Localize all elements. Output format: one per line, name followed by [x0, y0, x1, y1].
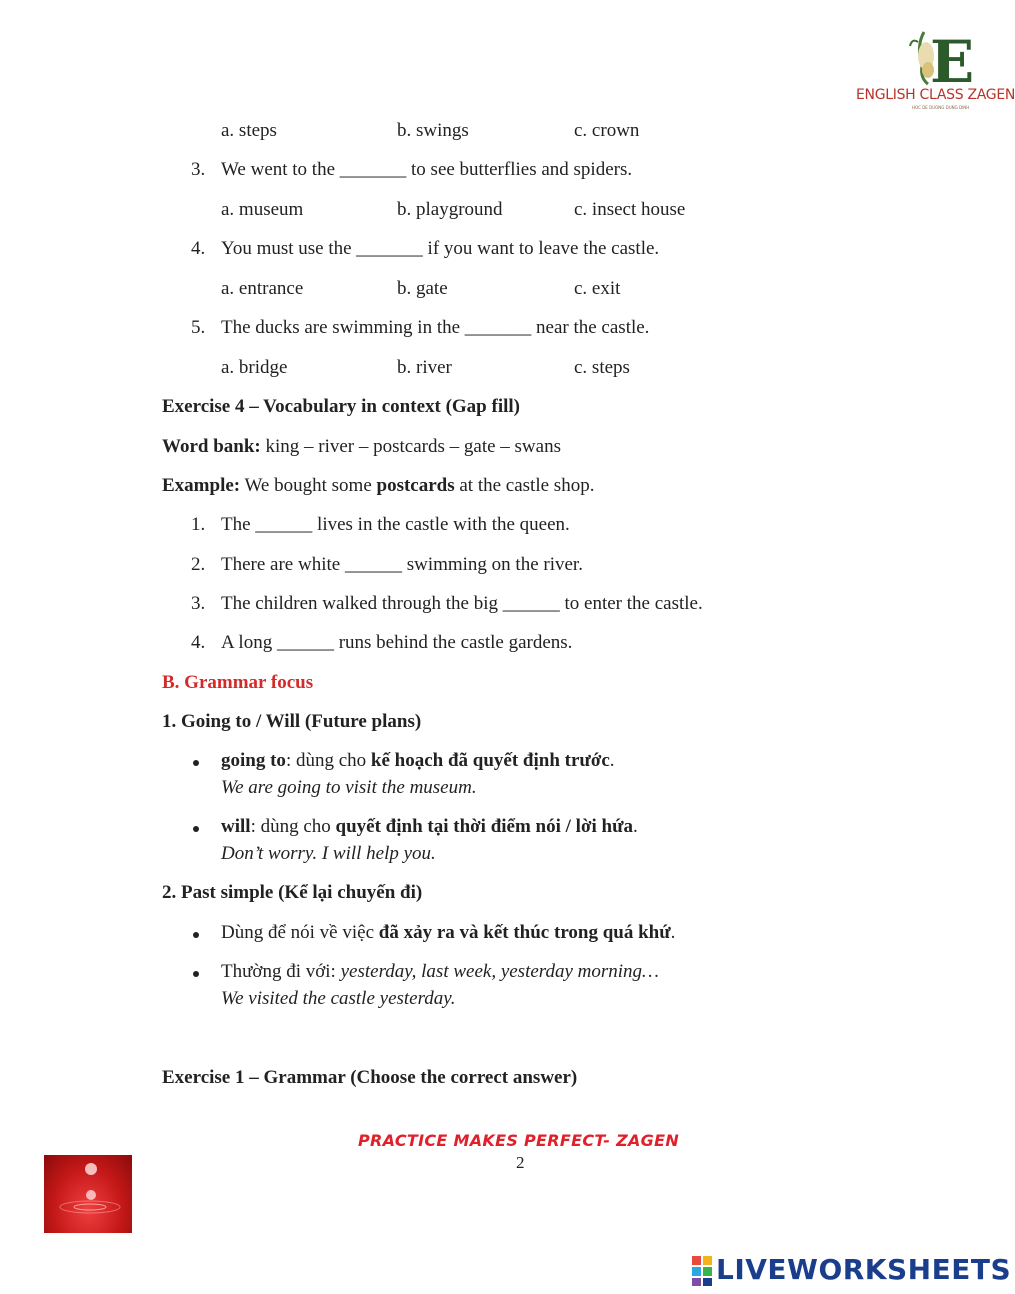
logo-subtext: HOC DE DUONG DUNG DINH	[912, 105, 970, 110]
bullet-going-to-end: .	[609, 750, 615, 771]
ex4-item-4-text: A long ______ runs behind the castle gardens.	[221, 632, 573, 653]
exercise4-title	[162, 396, 520, 418]
section2-heading-text: 2. Past simple (Kể lại chuyến đi)	[162, 882, 423, 903]
logo	[852, 26, 1015, 110]
q5-option-c: c. steps	[574, 357, 630, 378]
bullet-dot	[193, 826, 199, 832]
bullet-dot	[193, 932, 199, 938]
water-drop-icon	[44, 1155, 132, 1233]
q3-option-a: a. museum	[221, 199, 304, 220]
q4-text: You must use the _______ if you want to leave the castle.	[221, 238, 660, 259]
bullet-will	[221, 816, 638, 838]
bullet-will-example	[221, 843, 436, 865]
bullet-past-example	[221, 988, 455, 1010]
q2-option-a: a. steps	[221, 120, 277, 141]
bullet-past-time-pre: Thường đi với:	[221, 961, 341, 982]
q5-option-a: a. bridge	[221, 357, 288, 378]
q3-text: We went to the _______ to see butterflies and spiders.	[221, 159, 633, 180]
word-bank-label: Word bank:	[162, 436, 261, 457]
bullet-dot	[193, 971, 199, 977]
exercise4-title-text: Exercise 4 – Vocabulary in context (Gap fill)	[162, 396, 520, 417]
bullet-will-example-text: Don’t worry. I will help you.	[221, 843, 436, 864]
bullet-will-term: will	[221, 816, 251, 837]
svg-text:E: E	[930, 28, 975, 96]
bullet-going-to-term: going to	[221, 750, 286, 771]
word-bank-words: king – river – postcards – gate – swans	[260, 436, 561, 457]
q4-option-b: b. gate	[397, 278, 448, 299]
grammar-focus-heading: B. Grammar focus	[162, 672, 314, 693]
q4-number: 4.	[191, 238, 206, 259]
liveworksheets-icon	[692, 1256, 714, 1286]
q3-option-c: c. insect house	[574, 199, 686, 220]
logo-text: ENGLISH CLASS ZAGEN	[856, 87, 1015, 103]
section2-heading	[162, 882, 422, 904]
ex4-item-2-text: There are white ______ swimming on the river.	[221, 554, 583, 575]
bullet-past-usage-pre: Dùng để nói về việc	[221, 922, 379, 943]
bullet-going-to-mid: : dùng cho	[285, 750, 371, 771]
ex4-item-3-text: The children walked through the big ______ to enter the castle.	[221, 593, 703, 614]
q3-option-b: b. playground	[397, 199, 503, 220]
bullet-past-example-text: We visited the castle yesterday.	[221, 988, 456, 1009]
ex4-item-2-number: 2.	[191, 554, 206, 575]
example-label: Example:	[162, 475, 241, 496]
bullet-going-to-def: kế hoạch đã quyết định trước	[370, 750, 610, 771]
bullet-going-to	[221, 750, 615, 772]
q5-option-b: b. river	[397, 357, 452, 378]
q2-option-b: b. swings	[397, 120, 469, 141]
ex4-item-1-text: The ______ lives in the castle with the queen.	[221, 514, 570, 535]
example-post: at the castle shop.	[454, 475, 595, 496]
example-line	[162, 475, 594, 497]
bullet-going-to-example	[221, 777, 477, 799]
bullet-will-def: quyết định tại thời điểm nói / lời hứa	[335, 816, 633, 837]
bullet-going-to-example-text: We are going to visit the museum.	[221, 777, 477, 798]
bullet-past-time-words: yesterday, last week, yesterday morning…	[340, 961, 659, 982]
logo-emblem-icon	[906, 26, 975, 96]
word-bank	[162, 436, 561, 458]
q3-number: 3.	[191, 159, 206, 180]
water-drop-image	[44, 1155, 132, 1233]
bullet-dot	[193, 760, 199, 766]
bullet-past-usage-bold: đã xảy ra và kết thúc trong quá khứ	[378, 922, 671, 943]
exercise1-title	[162, 1067, 577, 1089]
q4-option-a: a. entrance	[221, 278, 304, 299]
ex4-item-4-number: 4.	[191, 632, 206, 653]
exercise1-title-text: Exercise 1 – Grammar (Choose the correct answer)	[162, 1067, 578, 1088]
bullet-past-time	[221, 961, 659, 983]
example-bold: postcards	[376, 475, 455, 496]
q2-option-c: c. crown	[574, 120, 640, 141]
footer-motto: PRACTICE MAKES PERFECT- ZAGEN	[358, 1131, 680, 1150]
section1-heading	[162, 711, 421, 733]
example-pre: We bought some	[240, 475, 377, 496]
q5-number: 5.	[191, 317, 206, 338]
section1-heading-text: 1. Going to / Will (Future plans)	[162, 711, 422, 732]
q5-text: The ducks are swimming in the _______ near the castle.	[221, 317, 650, 338]
bullet-will-mid: : dùng cho	[250, 816, 336, 837]
q4-option-c: c. exit	[574, 278, 621, 299]
bullet-past-usage-end: .	[670, 922, 676, 943]
ex4-item-3-number: 3.	[191, 593, 206, 614]
bullet-will-end: .	[632, 816, 638, 837]
bullet-past-usage	[221, 922, 675, 944]
ex4-item-1-number: 1.	[191, 514, 206, 535]
page-number: 2	[516, 1153, 525, 1172]
liveworksheets-text: LIVEWORKSHEETS	[716, 1253, 1012, 1286]
